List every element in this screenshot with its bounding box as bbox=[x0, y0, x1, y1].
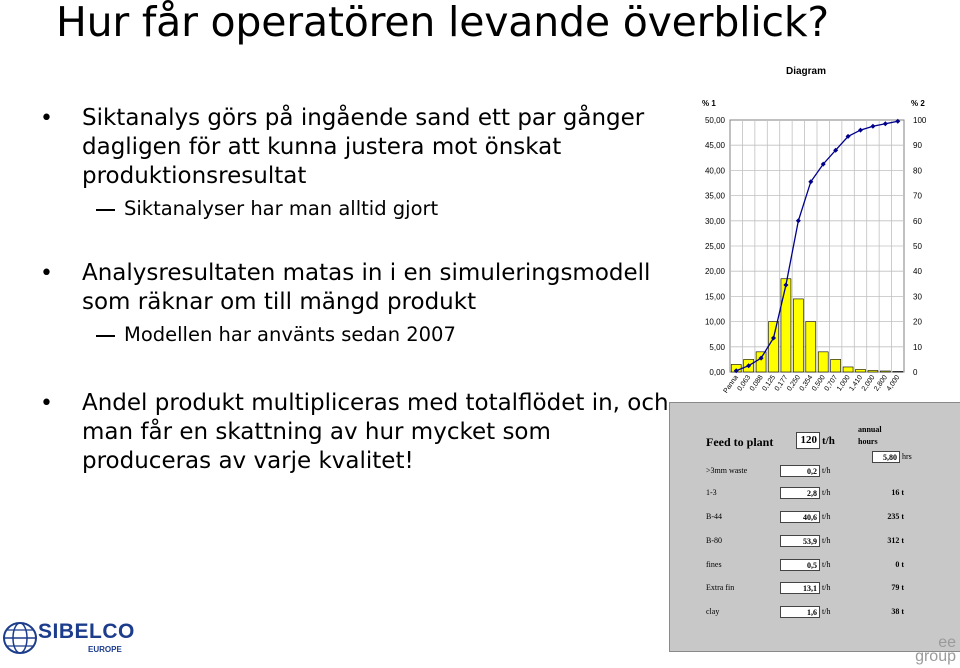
y-tick-right: 30 bbox=[913, 292, 922, 302]
bar bbox=[856, 369, 866, 372]
sim-row-label: Extra fin bbox=[706, 583, 735, 592]
sieve-chart bbox=[680, 58, 955, 403]
x-tick: 1,410 bbox=[848, 374, 865, 393]
sub-bullet-2: Modellen har använts sedan 2007 bbox=[40, 321, 670, 349]
x-tick: 2,000 bbox=[860, 374, 877, 393]
sim-row-label: B-44 bbox=[706, 512, 722, 521]
x-tick: 0,250 bbox=[786, 374, 802, 393]
y-tick-right: 20 bbox=[913, 317, 922, 327]
sim-row-unit: t/h bbox=[822, 536, 831, 545]
x-tick: 1,000 bbox=[835, 374, 852, 393]
y-tick-right: 0 bbox=[913, 368, 918, 377]
sim-row-unit: t/h bbox=[822, 512, 831, 521]
bar bbox=[818, 352, 828, 372]
y-tick-right: 50 bbox=[913, 242, 922, 251]
corner-line-2: group bbox=[915, 648, 956, 665]
bar bbox=[793, 299, 803, 372]
sim-row-label: clay bbox=[706, 607, 720, 616]
x-tick: 0,177 bbox=[773, 374, 790, 393]
bar bbox=[843, 367, 853, 372]
simulation-table bbox=[669, 402, 960, 652]
x-tick: 0,125 bbox=[761, 374, 778, 393]
chart-ylabel-left: % 1 bbox=[702, 99, 716, 108]
bullet-list bbox=[40, 104, 670, 476]
y-tick-left: 25,00 bbox=[704, 242, 725, 251]
annual-hours-unit: hrs bbox=[902, 452, 912, 461]
chart-ylabel-right: % 2 bbox=[911, 99, 925, 108]
sim-row-value[interactable]: 13,1 bbox=[780, 582, 820, 594]
x-tick: 4,000 bbox=[885, 374, 902, 393]
bullet-1: • Siktanalys görs på ingående sand ett par gånger dagligen för att kunna justera mot önskat produktionsresultat bbox=[40, 104, 670, 191]
sim-row-annual: 16 t bbox=[891, 488, 904, 497]
bar bbox=[831, 359, 841, 372]
y-tick-right: 80 bbox=[913, 166, 922, 176]
y-tick-left: 5,00 bbox=[709, 342, 725, 352]
y-tick-right: 10 bbox=[913, 342, 922, 352]
sim-row-label: 1-3 bbox=[706, 488, 717, 497]
sim-row-unit: t/h bbox=[822, 560, 831, 569]
sim-row-annual: 235 t bbox=[887, 512, 904, 521]
logo-name: SIBELCO bbox=[38, 620, 135, 643]
sibelco-logo bbox=[0, 618, 135, 658]
sim-row-unit: t/h bbox=[822, 607, 831, 616]
sim-row-label: B-80 bbox=[706, 536, 722, 545]
x-tick: 0,088 bbox=[748, 374, 765, 393]
sim-row-unit: t/h bbox=[822, 583, 831, 592]
globe-icon bbox=[2, 620, 42, 656]
sim-row-value[interactable]: 2,8 bbox=[780, 487, 820, 499]
y-tick-left: 30,00 bbox=[704, 216, 725, 226]
x-tick: 0,354 bbox=[798, 374, 815, 393]
slide-title: Hur får operatören levande överblick? bbox=[56, 0, 829, 46]
annual-label-1: annual bbox=[858, 425, 882, 434]
bar bbox=[756, 352, 766, 372]
y-tick-right: 40 bbox=[913, 267, 922, 277]
logo-sub: EUROPE bbox=[88, 645, 122, 654]
sim-row-unit: t/h bbox=[822, 488, 831, 497]
sim-row-value[interactable]: 0,5 bbox=[780, 559, 820, 571]
feed-label: Feed to plant bbox=[706, 435, 774, 449]
y-tick-left: 50,00 bbox=[704, 116, 725, 125]
sim-row-value[interactable]: 0,2 bbox=[780, 465, 820, 477]
sub-bullet-1: Siktanalyser har man alltid gjort bbox=[40, 195, 670, 223]
sim-row-label: fines bbox=[706, 560, 722, 569]
sim-row-annual: 312 t bbox=[887, 536, 904, 545]
bar bbox=[806, 322, 816, 372]
x-tick: 0,063 bbox=[736, 374, 753, 393]
bar bbox=[868, 370, 878, 372]
bullet-2: • Analysresultaten matas in i en simuleringsmodell som räknar om till mängd produkt bbox=[40, 259, 670, 317]
y-tick-left: 45,00 bbox=[704, 141, 725, 151]
bar bbox=[781, 279, 791, 372]
sim-row-label: >3mm waste bbox=[706, 466, 748, 475]
chart-svg bbox=[680, 58, 955, 403]
sim-row-annual: 79 t bbox=[891, 583, 904, 592]
bar bbox=[893, 371, 903, 372]
sim-row-annual: 0 t bbox=[895, 560, 904, 569]
sim-row-value[interactable]: 40,6 bbox=[780, 511, 820, 523]
feed-input[interactable]: 120 bbox=[796, 432, 820, 449]
sim-row-value[interactable]: 53,9 bbox=[780, 535, 820, 547]
feed-unit: t/h bbox=[822, 435, 835, 447]
bar bbox=[769, 322, 779, 372]
corner-line-1: ee bbox=[938, 634, 956, 651]
sim-row-unit: t/h bbox=[822, 466, 831, 475]
bullet-3: • Andel produkt multipliceras med totalflödet in, och man får en skattning av hur mycket som produceras av varje kvalitet! bbox=[40, 389, 670, 476]
y-tick-left: 35,00 bbox=[704, 191, 725, 201]
chart-title: Diagram bbox=[785, 66, 827, 77]
y-tick-left: 40,00 bbox=[704, 166, 725, 176]
y-tick-right: 90 bbox=[913, 141, 922, 151]
bar bbox=[880, 371, 890, 372]
corner-logo bbox=[915, 636, 956, 664]
y-tick-left: 20,00 bbox=[704, 267, 725, 277]
y-tick-right: 100 bbox=[913, 116, 927, 125]
y-tick-right: 60 bbox=[913, 216, 922, 226]
x-tick: 2,800 bbox=[873, 374, 889, 393]
y-tick-left: 15,00 bbox=[704, 292, 725, 302]
y-tick-left: 10,00 bbox=[704, 317, 725, 327]
y-tick-right: 70 bbox=[913, 191, 922, 201]
y-tick-left: 0,00 bbox=[709, 368, 725, 377]
x-tick: 0,500 bbox=[811, 374, 827, 393]
sim-row-annual: 38 t bbox=[891, 607, 904, 616]
x-tick: Panna bbox=[722, 374, 740, 395]
annual-label-2: hours bbox=[858, 437, 878, 446]
sim-row-value[interactable]: 1,6 bbox=[780, 606, 820, 618]
x-tick: 0,707 bbox=[823, 374, 840, 393]
annual-hours-input[interactable]: 5,80 bbox=[872, 451, 900, 463]
